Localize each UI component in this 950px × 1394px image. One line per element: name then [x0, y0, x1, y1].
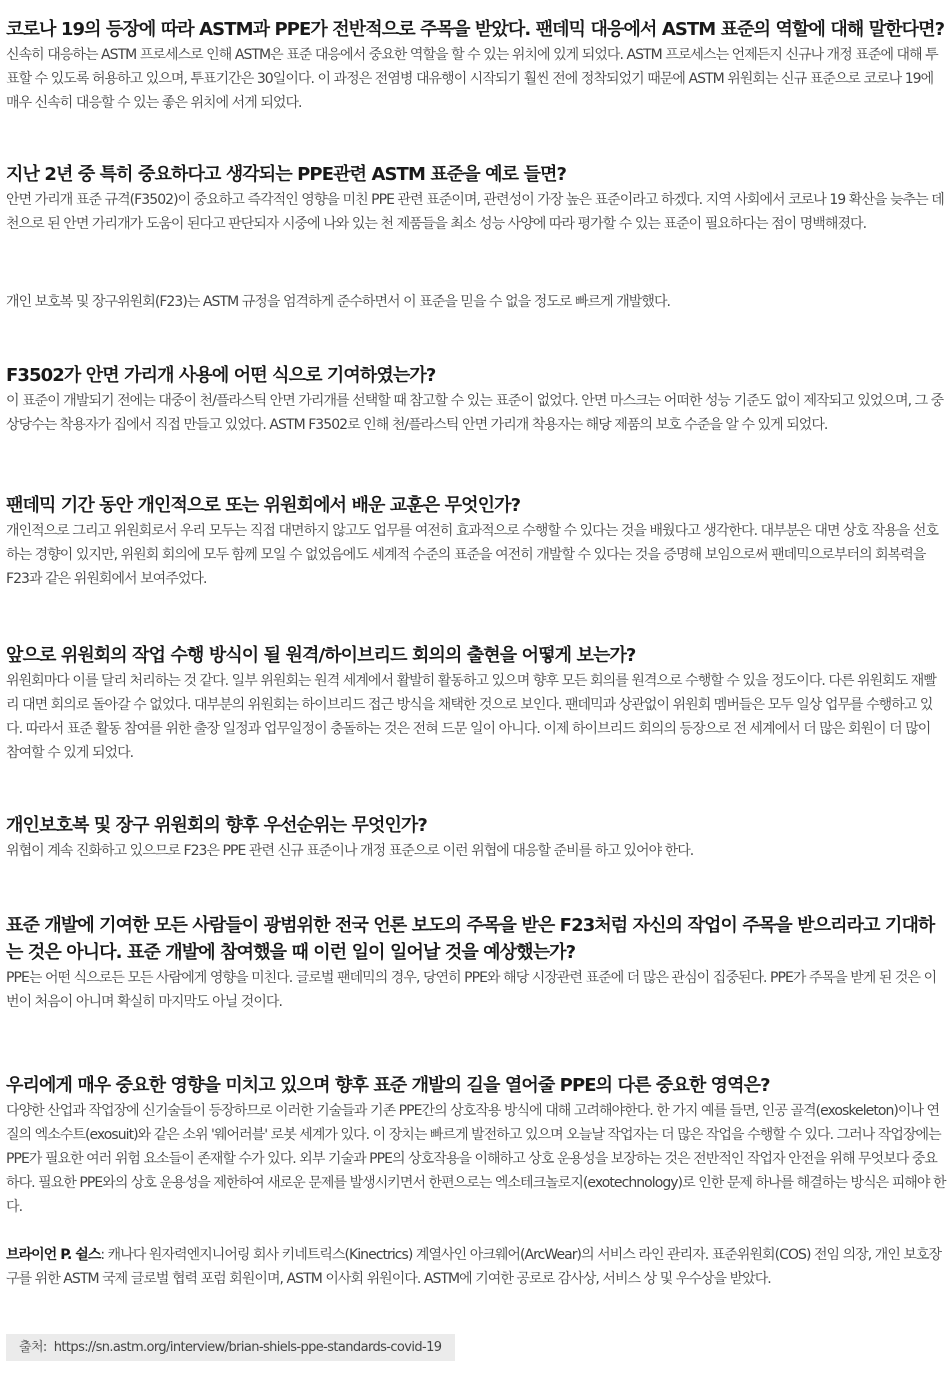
qa-section-f3502-contribution: [6, 362, 946, 437]
qa-section-astm-role: [6, 16, 946, 115]
source-label: 출처:: [19, 1340, 47, 1355]
qa-section-future-priorities: [6, 812, 693, 863]
author-bio: [6, 1243, 946, 1291]
question-heading: 팬데믹 기간 동안 개인적으로 또는 위원회에서 배운 교훈은 무엇인가?: [6, 495, 521, 516]
qa-section-hybrid-meetings: [6, 642, 946, 765]
answer-paragraph: 위원회마다 이를 달리 처리하는 것 같다. 일부 위원회는 원격 세계에서 활발히 활동하고 있으며 향후 모든 회의를 원격으로 수행할 수 있을 정도이다. 다른 위원회도 재빨리 대면 회의로 돌아갈 수 없었다. 대부분의 위원회는 하이브리드 접근 방식을 채택한 것으로 보인다. 팬데믹과 상관없이 위원회 멤버들은 모두 일상 업무를 수행하고 있다. 따라서 표준 활동 참여를 위한 출장 일정과 업무일정이 충돌하는 것은 전혀 드문 일이 아니다. 이제 하이브리드 회의의 등장으로 전 세계에서 더 많은 회원이 더 많이 참여할 수 있게 되었다.: [6, 673, 936, 761]
answer-paragraph: 이 표준이 개발되기 전에는 대중이 천/플라스틱 안면 가리개를 선택할 때 참고할 수 있는 표준이 없었다. 안면 마스크는 어떠한 성능 기준도 없이 제작되고 있었으며, 그 중 상당수는 착용자가 집에서 직접 만들고 있었다. ASTM F3502로 인해 천/플라스틱 안면 가리개 착용자는 해당 제품의 보호 수준을 알 수 있게 되었다.: [6, 393, 944, 433]
answer-paragraph: 신속히 대응하는 ASTM 프로세스로 인해 ASTM은 표준 대응에서 중요한 역할을 할 수 있는 위치에 있게 되었다. ASTM 프로세스는 언제든지 신규나 개정 표준에 대해 투표할 수 있도록 허용하고 있으며, 투표기간은 30일이다. 이 과정은 전염병 대유행이 시작되기 훨씬 전에 정착되었기 때문에 ASTM 위원회는 신규 표준으로 코로나 19에 매우 신속히 대응할 수 있는 좋은 위치에 서게 되었다.: [6, 47, 938, 111]
answer-paragraph: 다양한 산업과 작업장에 신기술들이 등장하므로 이러한 기술들과 기존 PPE간의 상호작용 방식에 대해 고려해야한다. 한 가지 예를 들면, 인공 골격(exoskeleton)이나 연질의 엑소수트(exosuit)와 같은 소위 '웨어러블' 로봇 세계가 있다. 이 장치는 빠르게 발전하고 있으며 오늘날 작업자는 더 많은 작업을 수행할 수 있다. 그러나 작업장에는 PPE가 필요한 여러 위험 요소들이 존재할 수가 있다. 외부 기술과 PPE의 상호작용을 이해하고 상호 운용성을 보장하는 것은 전반적인 작업자 안전을 위해 무엇보다 중요하다. 필요한 PPE와의 상호 운용성을 제한하여 새로운 문제를 발생시키면서 한편으로는 엑소테크놀로지(exotechnology)로 인한 문제 하나를 해결하는 방식은 피해야 한다.: [6, 1103, 946, 1215]
qa-section-other-ppe-areas: [6, 1072, 946, 1219]
source-box: [6, 1334, 455, 1361]
qa-section-f23-note: [6, 290, 670, 314]
question-heading: 코로나 19의 등장에 따라 ASTM과 PPE가 전반적으로 주목을 받았다. 팬데믹 대응에서 ASTM 표준의 역할에 대해 말한다면?: [6, 19, 945, 40]
question-heading: 앞으로 위원회의 작업 수행 방식이 될 원격/하이브리드 회의의 출현을 어떻게 보는가?: [6, 645, 636, 666]
answer-paragraph: 안면 가리개 표준 규격(F3502)이 중요하고 즉각적인 영향을 미친 PPE 관련 표준이며, 관련성이 가장 높은 표준이라고 하겠다. 지역 사회에서 코로나 19 확산을 늦추는 데 천으로 된 안면 가리개가 도움이 된다고 판단되자 시중에 나와 있는 천 제품들을 최소 성능 사양에 따라 평가할 수 있는 표준이 필요하다는 점이 명백해졌다.: [6, 192, 944, 232]
question-heading: 우리에게 매우 중요한 영향을 미치고 있으며 향후 표준 개발의 길을 열어줄 PPE의 다른 중요한 영역은?: [6, 1075, 770, 1096]
bio-paragraph: [6, 1243, 946, 1291]
question-heading: F3502가 안면 가리개 사용에 어떤 식으로 기여하였는가?: [6, 365, 436, 386]
qa-section-lessons-learned: [6, 492, 946, 591]
answer-paragraph: 개인적으로 그리고 위원회로서 우리 모두는 직접 대면하지 않고도 업무를 여전히 효과적으로 수행할 수 있다는 것을 배웠다고 생각한다. 대부분은 대면 상호 작용을 선호하는 경향이 있지만, 위원회 회의에 모두 함께 모일 수 없었음에도 세계적 수준의 표준을 여전히 개발할 수 있다는 것을 증명해 보임으로써 팬데믹으로부터의 회복력을 F23과 같은 위원회에서 보여주었다.: [6, 523, 939, 587]
answer-paragraph: 위협이 계속 진화하고 있으므로 F23은 PPE 관련 신규 표준이나 개정 표준으로 이런 위협에 대응할 준비를 하고 있어야 한다.: [6, 843, 694, 859]
qa-section-media-attention: [6, 912, 946, 1014]
answer-paragraph: 개인 보호복 및 장구위원회(F23)는 ASTM 규정을 엄격하게 준수하면서 이 표준을 믿을 수 없을 정도로 빠르게 개발했다.: [6, 294, 671, 310]
source-url: https://sn.astm.org/interview/brian-shiels-ppe-standards-covid-19: [53, 1340, 442, 1355]
bio-name: 브라이언 P. 쉴스: [6, 1247, 101, 1263]
question-heading: 지난 2년 중 특히 중요하다고 생각되는 PPE관련 ASTM 표준을 예로 들면?: [6, 164, 567, 185]
question-heading: 표준 개발에 기여한 모든 사람들이 광범위한 전국 언론 보도의 주목을 받은 F23처럼 자신의 작업이 주목을 받으리라고 기대하는 것은 아니다. 표준 개발에 참여했을 때 이런 일이 일어날 것을 예상했는가?: [6, 915, 935, 963]
answer-paragraph: PPE는 어떤 식으로든 모든 사람에게 영향을 미친다. 글로벌 팬데믹의 경우, 당연히 PPE와 해당 시장관련 표준에 더 많은 관심이 집중된다. PPE가 주목을 받게 된 것은 이번이 처음이 아니며 확실히 마지막도 아닐 것이다.: [6, 970, 937, 1010]
bio-text: : 캐나다 원자력엔지니어링 회사 키네트릭스(Kinectrics) 계열사인 아크웨어(ArcWear)의 서비스 라인 관리자. 표준위원회(COS) 전임 의장, 개인 보호장구를 위한 ASTM 국제 글로벌 협력 포럼 회원이며, ASTM 이사회 위원이다. ASTM에 기여한 공로로 감사상, 서비스 상 및 우수상을 받았다.: [6, 1247, 942, 1287]
question-heading: 개인보호복 및 장구 위원회의 향후 우선순위는 무엇인가?: [6, 815, 427, 836]
qa-section-ppe-standard-example: [6, 161, 946, 236]
